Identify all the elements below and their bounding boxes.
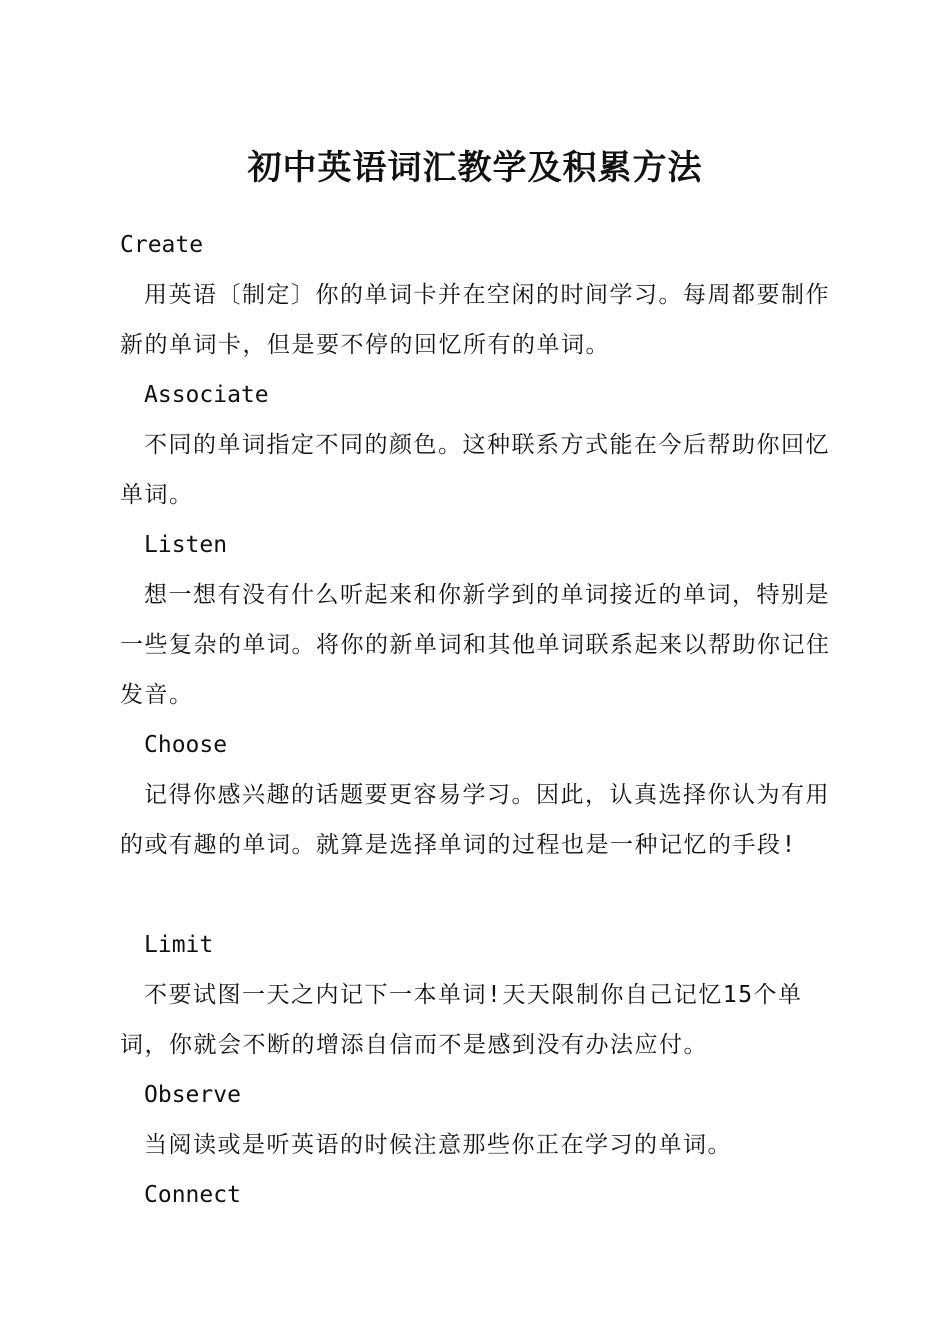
section-heading-observe: Observe (144, 1082, 241, 1108)
document-title: 初中英语词汇教学及积累方法 (247, 148, 703, 188)
section-heading-choose: Choose (144, 732, 228, 758)
section-text-choose: 记得你感兴趣的话题要更容易学习。因此，认真选择你认为有用的或有趣的单词。就算是选择单词的过程也是一种记忆的手段! (120, 782, 830, 858)
section-text-observe: 当阅读或是听英语的时候注意那些你正在学习的单词。 (144, 1132, 732, 1158)
section-heading-listen: Listen (144, 532, 228, 558)
section-text-listen: 想一想有没有什么听起来和你新学到的单词接近的单词，特别是一些复杂的单词。将你的新单词和其他单词联系起来以帮助你记住发音。 (120, 582, 831, 708)
section-text-limit: 不要试图一天之内记下一本单词!天天限制你自己记忆15个单词，你就会不断的增添自信而不是感到没有办法应付。 (120, 982, 803, 1058)
section-heading-limit: Limit (144, 932, 214, 958)
section-heading-associate: Associate (144, 382, 269, 408)
section-text-create: 用英语〔制定〕你的单词卡并在空闲的时间学习。每周都要制作新的单词卡，但是要不停的回忆所有的单词。 (120, 282, 830, 358)
document-body (120, 220, 840, 1220)
blank-line (120, 870, 840, 920)
section-text-associate: 不同的单词指定不同的颜色。这种联系方式能在今后帮助你回忆单词。 (120, 432, 830, 508)
section-heading-create: Create (120, 232, 204, 258)
section-heading-connect: Connect (144, 1182, 241, 1208)
